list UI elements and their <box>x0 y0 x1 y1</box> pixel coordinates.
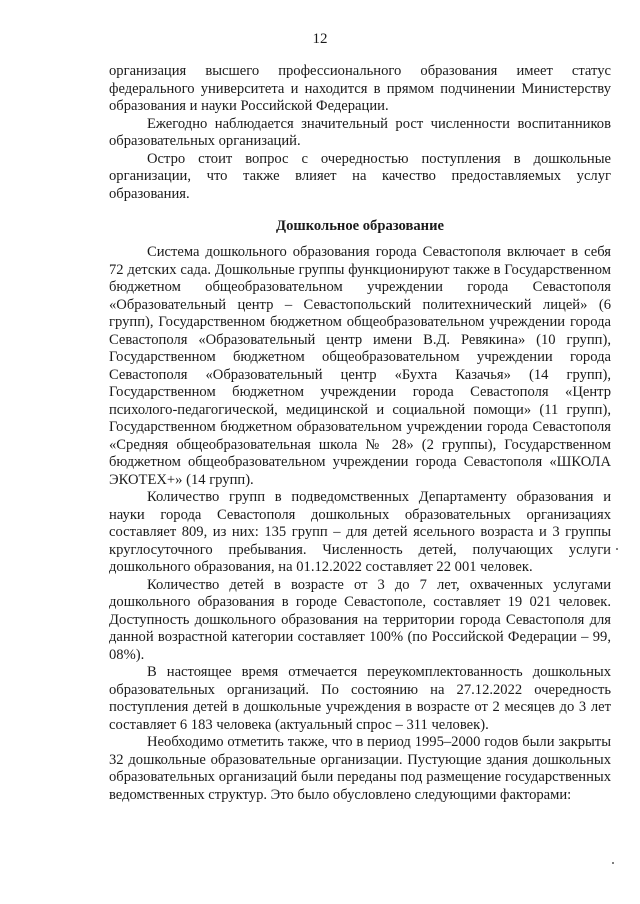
scan-speck <box>616 548 618 550</box>
paragraph: В настоящее время отмечается переукомплектованность дошкольных образовательных организаций. По состоянию на 27.12.2022 очередность поступления детей в дошкольные учреждения в возрасте от 2 месяцев до 3 лет составляет 6 183 человека (актуальный спрос – 311 человек). <box>109 664 611 733</box>
page-number: 12 <box>312 31 328 47</box>
document-body <box>109 63 611 804</box>
paragraph: Система дошкольного образования города Севастополя включает в себя 72 детских сада. Дошкольные группы функционируют также в Государственном бюджетном общеобразовательном учреждении города Севастополя «Образовательный центр – Севастопольский политехнический лицей» (6 групп), Государственном бюджетном общеобразовательном учреждении города Севастополя «Образовательный центр имени В.Д. Ревякина» (10 групп), Государственном бюджетном общеобразовательном учреждении города Севастополя «Образовательный центр «Бухта Казачья» (14 групп), Государственном бюджетном учреждении города Севастополя «Центр психолого-педагогической, медицинской и социальной помощи» (11 групп), Государственном бюджетном образовательном учреждении города Севастополя «Средняя общеобразовательная школа № 28» (2 группы), Государственном бюджетном общеобразовательном учреждении города Севастополя «ШКОЛА ЭКОТЕХ+» (14 групп). <box>109 244 611 488</box>
paragraph: Необходимо отметить также, что в период 1995–2000 годов были закрыты 32 дошкольные образовательные организации. Пустующие здания дошкольных образовательных организаций были переданы под размещение государственных ведомственных структур. Это было обусловлено следующими факторами: <box>109 734 611 803</box>
paragraph: Количество групп в подведомственных Департаменту образования и науки города Севастополя дошкольных образовательных организациях составляет 809, из них: 135 групп – для детей ясельного возраста и 3 группы круглосуточного пребывания. Численность детей, получающих услуги дошкольного образования, на 01.12.2022 составляет 22 001 человек. <box>109 489 611 575</box>
paragraph: Ежегодно наблюдается значительный рост численности воспитанников образовательных организаций. <box>109 115 611 149</box>
paragraph: Остро стоит вопрос с очередностью поступления в дошкольные организации, что также влияет на качество предоставляемых услуг образования. <box>109 150 611 202</box>
scan-speck <box>612 862 614 864</box>
paragraph: Количество детей в возрасте от 3 до 7 лет, охваченных услугами дошкольного образования в городе Севастополе, составляет 19 021 человек. Доступность дошкольного образования на территории города Севастополя для данной возрастной категории составляет 100% (по Российской Федерации – 99, 08%). <box>109 576 611 663</box>
paragraph-continuation: организация высшего профессионального образования имеет статус федерального университета и находится в прямом подчинении Министерству образования и науки Российской Федерации. <box>109 63 611 114</box>
section-heading: Дошкольное образование <box>276 218 444 234</box>
